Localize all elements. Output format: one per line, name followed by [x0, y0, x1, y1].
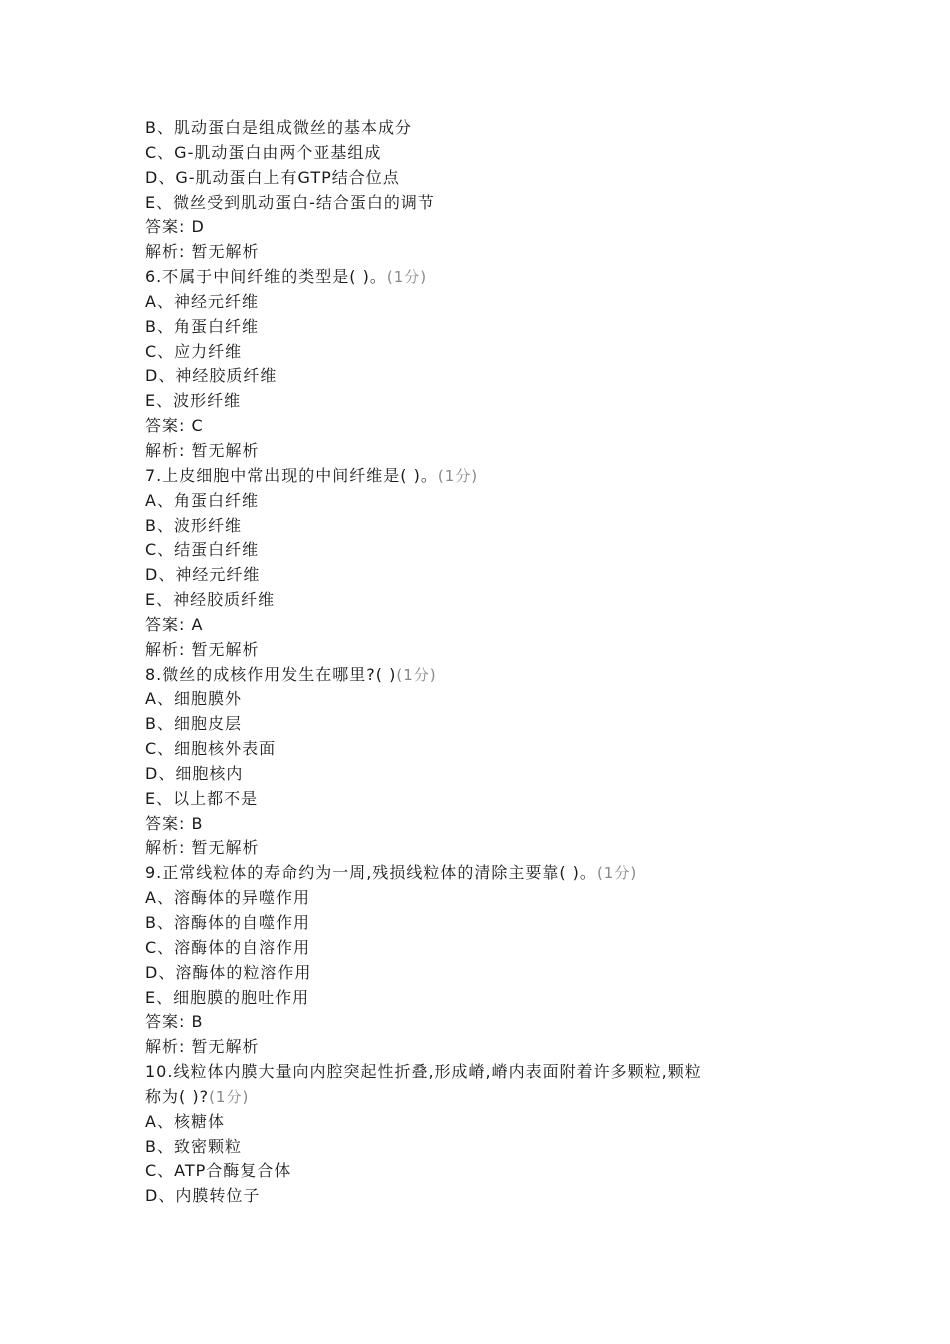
option-d: D、细胞核内 — [145, 763, 244, 783]
question-score: (1分) — [437, 466, 479, 485]
question-text: 9.正常线粒体的寿命约为一周,残损线粒体的清除主要靠( )。 — [145, 863, 597, 883]
analysis: 解析: 暂无解析 — [145, 440, 260, 460]
question-text: 7.上皮细胞中常出现的中间纤维是( )。 — [145, 465, 438, 485]
option-e: E、神经胶质纤维 — [145, 590, 276, 610]
analysis: 解析: 暂无解析 — [145, 242, 260, 262]
question-10-stem-line2 — [145, 1085, 825, 1110]
option-b: B、肌动蛋白是组成微丝的基本成分 — [145, 118, 412, 137]
answer: 答案: C — [145, 416, 204, 436]
option-c: C、G-肌动蛋白由两个亚基组成 — [145, 142, 382, 162]
answer: 答案: B — [145, 1012, 204, 1032]
option-d: D、神经元纤维 — [145, 565, 261, 585]
analysis: 解析: 暂无解析 — [145, 838, 260, 858]
option-d: D、G-肌动蛋白上有GTP结合位点 — [145, 167, 400, 187]
option-a: A、溶酶体的异噬作用 — [145, 888, 310, 908]
question-7-stem — [145, 464, 825, 489]
option-d: D、内膜转位子 — [145, 1186, 261, 1206]
question-score: (1分) — [209, 1087, 250, 1106]
option-e: E、以上都不是 — [145, 788, 259, 808]
option-c: C、细胞核外表面 — [145, 739, 277, 759]
option-d: D、神经胶质纤维 — [145, 366, 278, 386]
option-b: B、角蛋白纤维 — [145, 316, 259, 336]
question-8-stem — [145, 663, 825, 688]
question-6-stem — [145, 265, 825, 290]
option-c: C、结蛋白纤维 — [145, 540, 260, 560]
analysis: 解析: 暂无解析 — [145, 1037, 260, 1057]
option-a: A、核糖体 — [145, 1111, 225, 1131]
question-score: (1分) — [396, 665, 437, 684]
option-d: D、溶酶体的粒溶作用 — [145, 962, 312, 982]
question-10-stem-line1: 10.线粒体内膜大量向内腔突起性折叠,形成嵴,嵴内表面附着许多颗粒,颗粒 — [145, 1062, 702, 1082]
question-9-stem — [145, 861, 825, 886]
question-text: 8.微丝的成核作用发生在哪里?( ) — [145, 664, 397, 684]
answer: 答案: A — [145, 614, 204, 634]
option-c: C、溶酶体的自溶作用 — [145, 937, 311, 957]
option-c: C、应力纤维 — [145, 341, 243, 361]
analysis: 解析: 暂无解析 — [145, 639, 260, 659]
question-score: (1分) — [596, 864, 638, 883]
option-b: B、致密颗粒 — [145, 1136, 242, 1156]
question-text: 称为( )? — [145, 1086, 210, 1106]
document-page — [145, 116, 825, 1209]
option-c: C、ATP合酶复合体 — [145, 1161, 292, 1181]
answer: 答案: B — [145, 813, 204, 833]
option-a: A、角蛋白纤维 — [145, 490, 259, 510]
answer: 答案: D — [145, 217, 205, 237]
option-b: B、波形纤维 — [145, 515, 242, 535]
option-a: A、细胞膜外 — [145, 689, 242, 709]
option-b: B、细胞皮层 — [145, 714, 242, 734]
option-e: E、波形纤维 — [145, 391, 242, 411]
option-e: E、细胞膜的胞吐作用 — [145, 987, 310, 1007]
option-b: B、溶酶体的自噬作用 — [145, 913, 310, 932]
option-e: E、微丝受到肌动蛋白-结合蛋白的调节 — [145, 192, 435, 212]
question-score: (1分) — [386, 268, 428, 287]
option-a: A、神经元纤维 — [145, 291, 259, 311]
question-text: 6.不属于中间纤维的类型是( )。 — [145, 267, 387, 287]
